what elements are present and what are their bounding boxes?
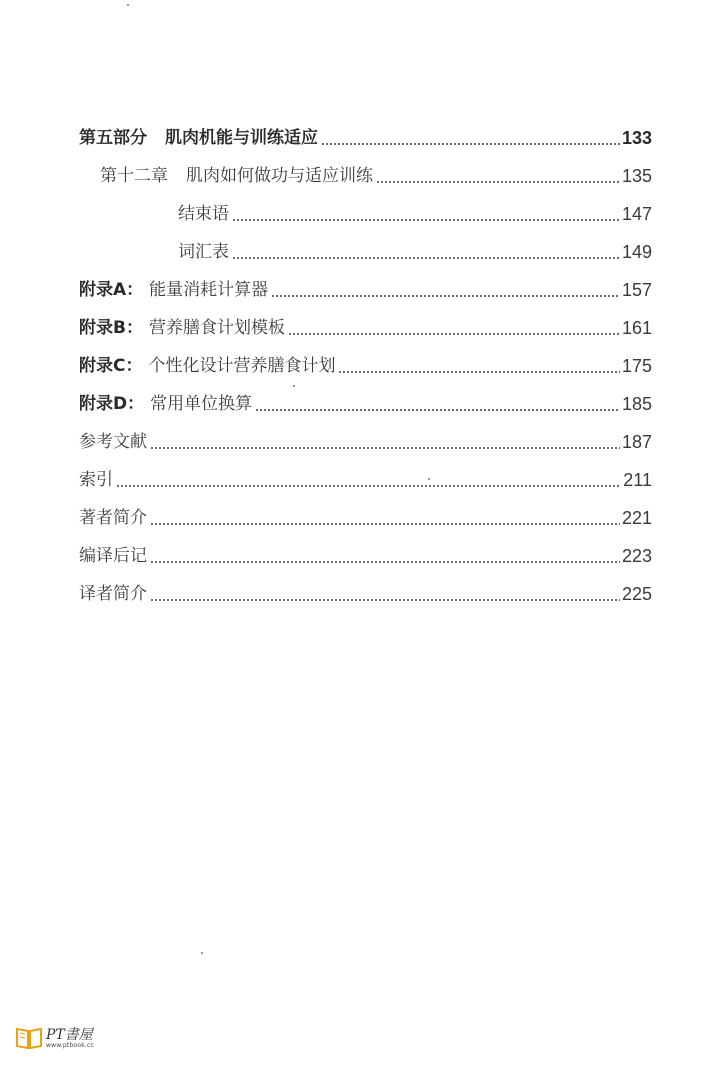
dot-leader bbox=[150, 523, 620, 525]
toc-entry-references[interactable] bbox=[79, 428, 652, 456]
toc-entry-prefix: 附录C： bbox=[79, 356, 143, 376]
toc-entry-label bbox=[79, 390, 252, 418]
toc-entry-page: 221 bbox=[621, 508, 652, 528]
scan-speck bbox=[428, 478, 430, 480]
toc-entry-label bbox=[79, 352, 335, 380]
toc-entry-label bbox=[79, 314, 285, 342]
toc-entry-about-translators[interactable] bbox=[79, 580, 652, 608]
toc-entry-title: 索引 bbox=[79, 470, 113, 490]
toc-entry-title: 肌肉机能与训练适应 bbox=[165, 128, 318, 148]
dot-leader bbox=[338, 371, 619, 373]
toc-entry-page: 175 bbox=[621, 356, 652, 376]
toc-entry-appendix-c[interactable] bbox=[79, 352, 652, 380]
toc-entry-page: 185 bbox=[621, 394, 652, 414]
dot-leader bbox=[232, 219, 620, 221]
toc-entry-page: 223 bbox=[621, 546, 652, 566]
toc-entry-label bbox=[79, 276, 268, 304]
toc-entry-appendix-b[interactable] bbox=[79, 314, 652, 342]
toc-entry-label bbox=[100, 162, 373, 190]
toc-entry-page: 157 bbox=[621, 280, 652, 300]
toc-entry-title: 能量消耗计算器 bbox=[149, 280, 269, 300]
dot-leader bbox=[150, 561, 620, 563]
toc-entry-page: 161 bbox=[621, 318, 652, 338]
toc-entry-prefix: 第五部分 bbox=[79, 128, 147, 148]
toc-entry-title: 肌肉如何做功与适应训练 bbox=[186, 166, 373, 186]
toc-entry-page: 187 bbox=[621, 432, 652, 452]
toc-entry-page: 147 bbox=[621, 204, 652, 224]
toc-entry-prefix: 附录B： bbox=[79, 318, 143, 338]
toc-entry-part-5[interactable] bbox=[79, 124, 652, 152]
toc-entry-label bbox=[79, 124, 318, 152]
toc-entry-appendix-d[interactable] bbox=[79, 390, 652, 418]
toc-entry-page: 225 bbox=[621, 584, 652, 604]
toc-entry-title: 著者简介 bbox=[79, 508, 147, 528]
toc-entry-title: 结束语 bbox=[178, 204, 229, 224]
toc-entry-title: 个性化设计营养膳食计划 bbox=[148, 356, 336, 376]
toc-entry-title: 词汇表 bbox=[178, 242, 229, 262]
toc-entry-title: 编译后记 bbox=[79, 546, 147, 566]
scan-speck bbox=[201, 952, 203, 954]
watermark-logo bbox=[16, 1024, 126, 1054]
watermark-name: PT書屋 bbox=[46, 1027, 93, 1043]
dot-leader bbox=[321, 143, 620, 145]
toc-entry-chapter-12[interactable] bbox=[100, 162, 652, 190]
toc-entry-title: 译者简介 bbox=[79, 584, 147, 604]
scan-speck bbox=[293, 385, 295, 387]
scan-speck bbox=[127, 4, 129, 6]
dot-leader bbox=[116, 485, 621, 487]
toc-entry-appendix-a[interactable] bbox=[79, 276, 652, 304]
dot-leader bbox=[232, 257, 620, 259]
toc-entry-glossary[interactable] bbox=[178, 238, 652, 266]
toc-entry-prefix: 附录D： bbox=[79, 394, 145, 414]
dot-leader bbox=[255, 409, 620, 411]
toc-entry-prefix: 第十二章 bbox=[100, 166, 168, 186]
dot-leader bbox=[150, 599, 620, 601]
watermark-url: www.ptbook.cc bbox=[46, 1042, 94, 1049]
toc-entry-about-authors[interactable] bbox=[79, 504, 652, 532]
dot-leader bbox=[271, 295, 620, 297]
toc-entry-index[interactable] bbox=[79, 466, 652, 494]
toc-entry-page: 149 bbox=[621, 242, 652, 262]
dot-leader bbox=[376, 181, 620, 183]
toc-entry-conclusion[interactable] bbox=[178, 200, 652, 228]
book-icon bbox=[16, 1026, 42, 1050]
toc-entry-title: 参考文献 bbox=[79, 432, 147, 452]
toc-entry-title: 营养膳食计划模板 bbox=[148, 318, 285, 338]
toc-entry-page: 135 bbox=[621, 166, 652, 186]
toc-entry-afterword[interactable] bbox=[79, 542, 652, 570]
toc-entry-page: 211 bbox=[623, 470, 652, 490]
toc-entry-page: 133 bbox=[621, 128, 652, 148]
toc-entry-title: 常用单位换算 bbox=[150, 394, 253, 414]
dot-leader bbox=[150, 447, 620, 449]
dot-leader bbox=[288, 333, 620, 335]
toc-entry-prefix: 附录A： bbox=[79, 280, 144, 300]
